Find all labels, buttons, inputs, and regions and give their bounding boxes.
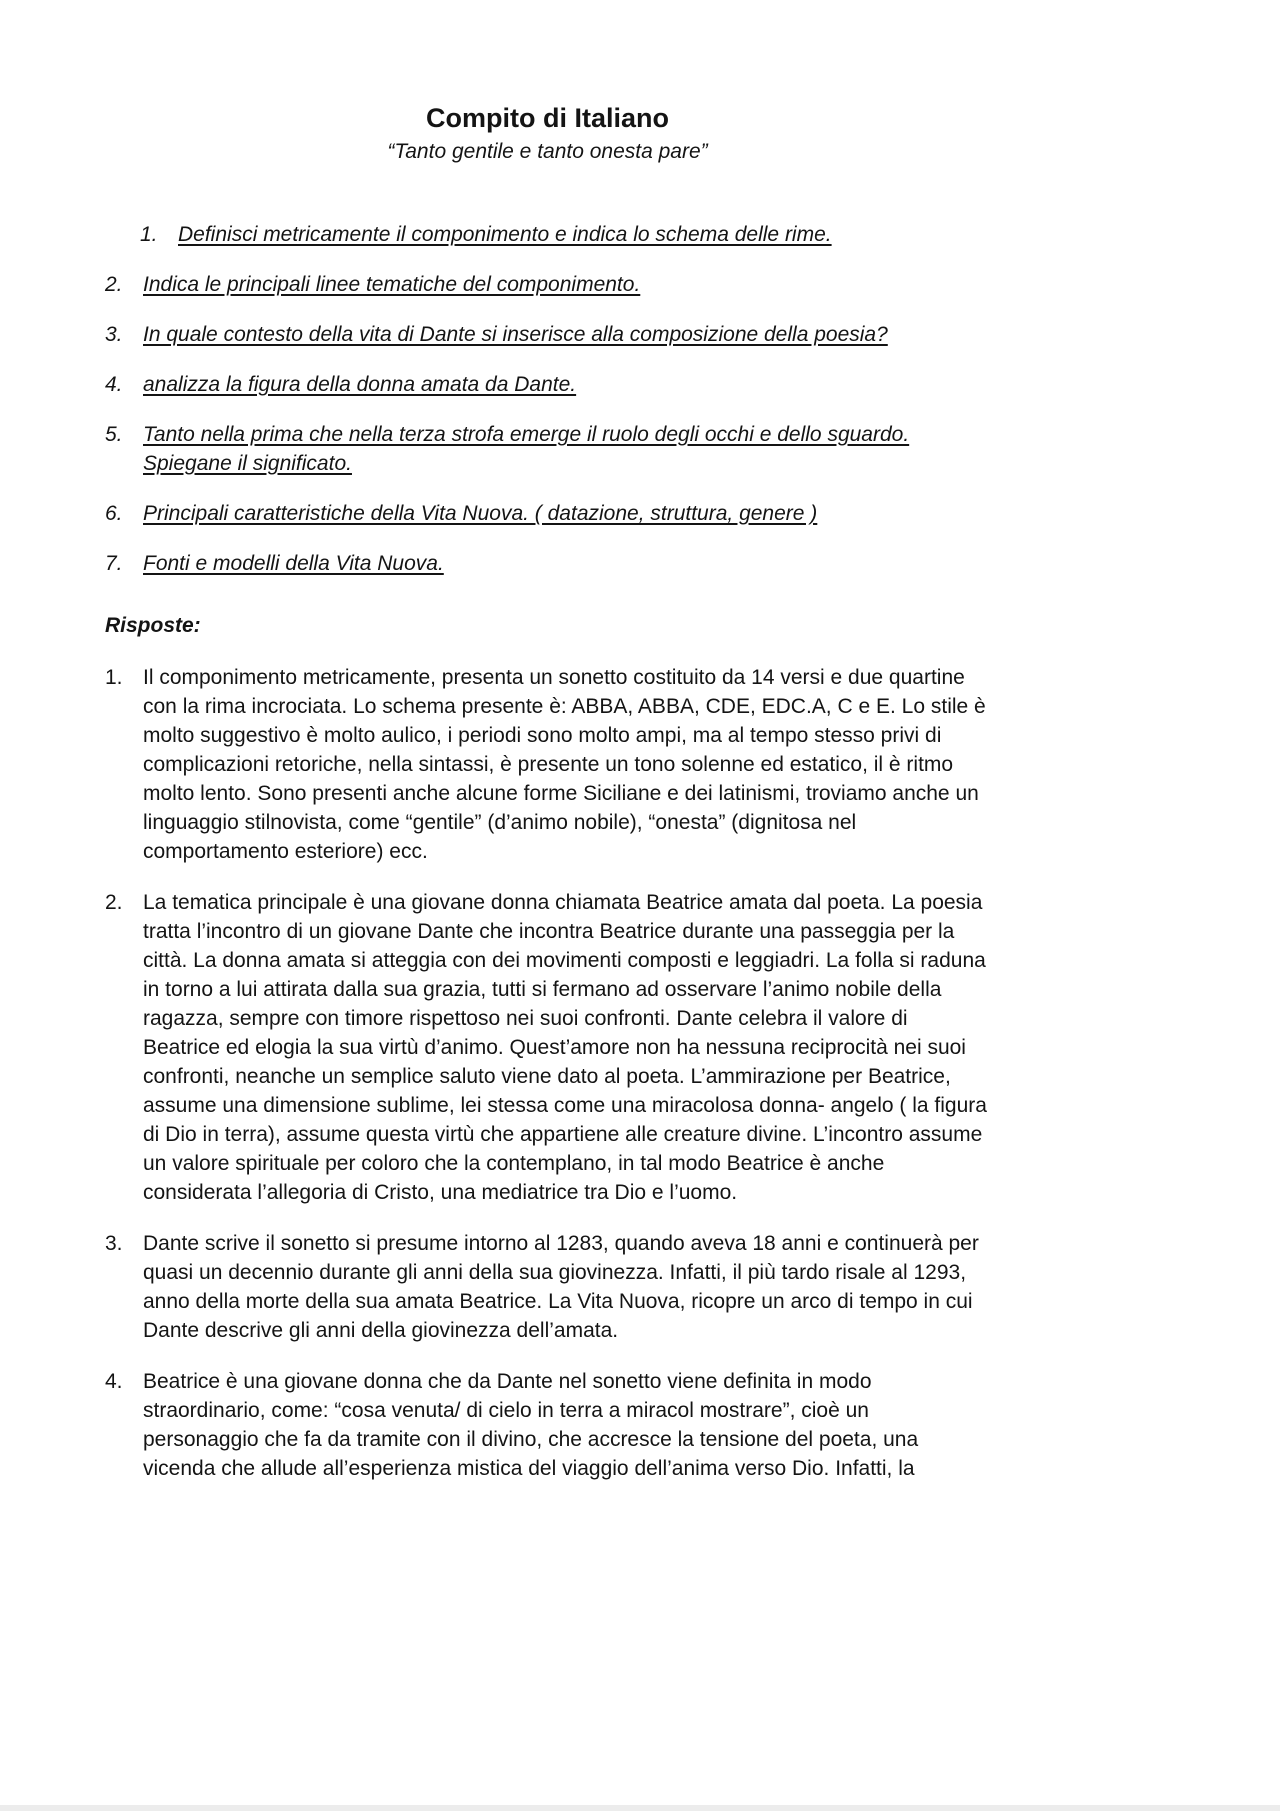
answer-text: La tematica principale è una giovane donna chiamata Beatrice amata dal poeta. La poesia tratta l’incontro di un giovane Dante che incontra Beatrice durante una passeggia per la città. La donna amata si atteggia con dei movimenti composti e leggiadri. La folla si raduna in torno a lui attirata dalla sua grazia, tutti si fermano ad osservare l’animo nobile della ragazza, sempre con timore rispettoso nei suoi confronti. Dante celebra il valore di Beatrice ed elogia la sua virtù d’animo. Quest’amore non ha nessuna reciprocità nei suoi confronti, neanche un semplice saluto viene dato al poeta. L’ammirazione per Beatrice, assume una dimensione sublime, lei stessa come una miracolosa donna- angelo ( la figura di Dio in terra), assume questa virtù che appartiene alle creature divine. L’incontro assume un valore spirituale per coloro che la contemplano, in tal modo Beatrice è anche considerata l’allegoria di Cristo, una mediatrice tra Dio e l’uomo.: [143, 891, 987, 1204]
question-text: Indica le principali linee tematiche del componimento.: [143, 273, 641, 296]
answer-item-4: [105, 1367, 990, 1483]
answer-text: Beatrice è una giovane donna che da Dante nel sonetto viene definita in modo straordinario, come: “cosa venuta/ di cielo in terra a miracol mostrare”, cioè un personaggio che fa da tramite con il divino, che accresce la tensione del poeta, una vicenda che allude all’esperienza mistica del viaggio dell’anima verso Dio. Infatti, la: [143, 1370, 919, 1480]
answer-item-3: [105, 1229, 990, 1345]
question-item-3: [105, 320, 990, 349]
question-text: Principali caratteristiche della Vita Nuova. ( datazione, struttura, genere ): [143, 502, 818, 525]
question-text: Tanto nella prima che nella terza strofa emerge il ruolo degli occhi e dello sguardo. Spiegane il significato.: [143, 423, 910, 475]
answer-text: Dante scrive il sonetto si presume intorno al 1283, quando aveva 18 anni e continuerà per quasi un decennio durante gli anni della sua giovinezza. Infatti, il più tardo risale al 1293, anno della morte della sua amata Beatrice. La Vita Nuova, ricopre un arco di tempo in cui Dante descrive gli anni della giovinezza dell’amata.: [143, 1232, 979, 1342]
answers-heading: Risposte:: [105, 614, 201, 637]
question-text: In quale contesto della vita di Dante si inserisce alla composizione della poesia?: [143, 323, 888, 346]
question-text: Fonti e modelli della Vita Nuova.: [143, 552, 444, 575]
page-bottom-edge: [0, 1805, 1280, 1811]
question-item-7: [105, 549, 990, 578]
answer-text: Il componimento metricamente, presenta un sonetto costituito da 14 versi e due quartine con la rima incrociata. Lo schema presente è: ABBA, ABBA, CDE, EDC.A, C e E. Lo stile è molto suggestivo è molto aulico, i periodi sono molto ampi, ma al tempo stesso privi di complicazioni retoriche, nella sintassi, è presente un tono solenne ed estatico, il è ritmo molto lento. Sono presenti anche alcune forme Siciliane e dei latinismi, troviamo anche un linguaggio stilnovista, come “gentile” (d’animo nobile), “onesta” (dignitosa nel comportamento esteriore) ecc.: [143, 666, 986, 863]
question-number: 5.: [105, 423, 123, 446]
questions-list: [105, 220, 990, 578]
answer-item-2: [105, 888, 990, 1207]
page-title: Compito di Italiano: [426, 103, 669, 133]
document-content: [105, 0, 990, 1483]
question-item-5: [105, 420, 990, 478]
question-item-6: [105, 499, 990, 528]
question-item-2: [105, 270, 990, 299]
page-subtitle: “Tanto gentile e tanto onesta pare”: [387, 140, 708, 163]
question-number: 3.: [105, 323, 123, 346]
answers-list: [105, 663, 990, 1483]
question-number: 1.: [140, 223, 158, 246]
question-number: 4.: [105, 373, 123, 396]
question-number: 6.: [105, 502, 123, 525]
answer-number: 4.: [105, 1370, 123, 1393]
question-number: 2.: [105, 273, 123, 296]
answer-number: 1.: [105, 666, 123, 689]
answer-item-1: [105, 663, 990, 866]
question-text: analizza la figura della donna amata da Dante.: [143, 373, 577, 396]
answer-number: 3.: [105, 1232, 123, 1255]
question-item-4: [105, 370, 990, 399]
question-number: 7.: [105, 552, 123, 575]
answer-number: 2.: [105, 891, 123, 914]
question-text: Definisci metricamente il componimento e indica lo schema delle rime.: [178, 223, 832, 246]
question-item-1: [105, 220, 990, 249]
